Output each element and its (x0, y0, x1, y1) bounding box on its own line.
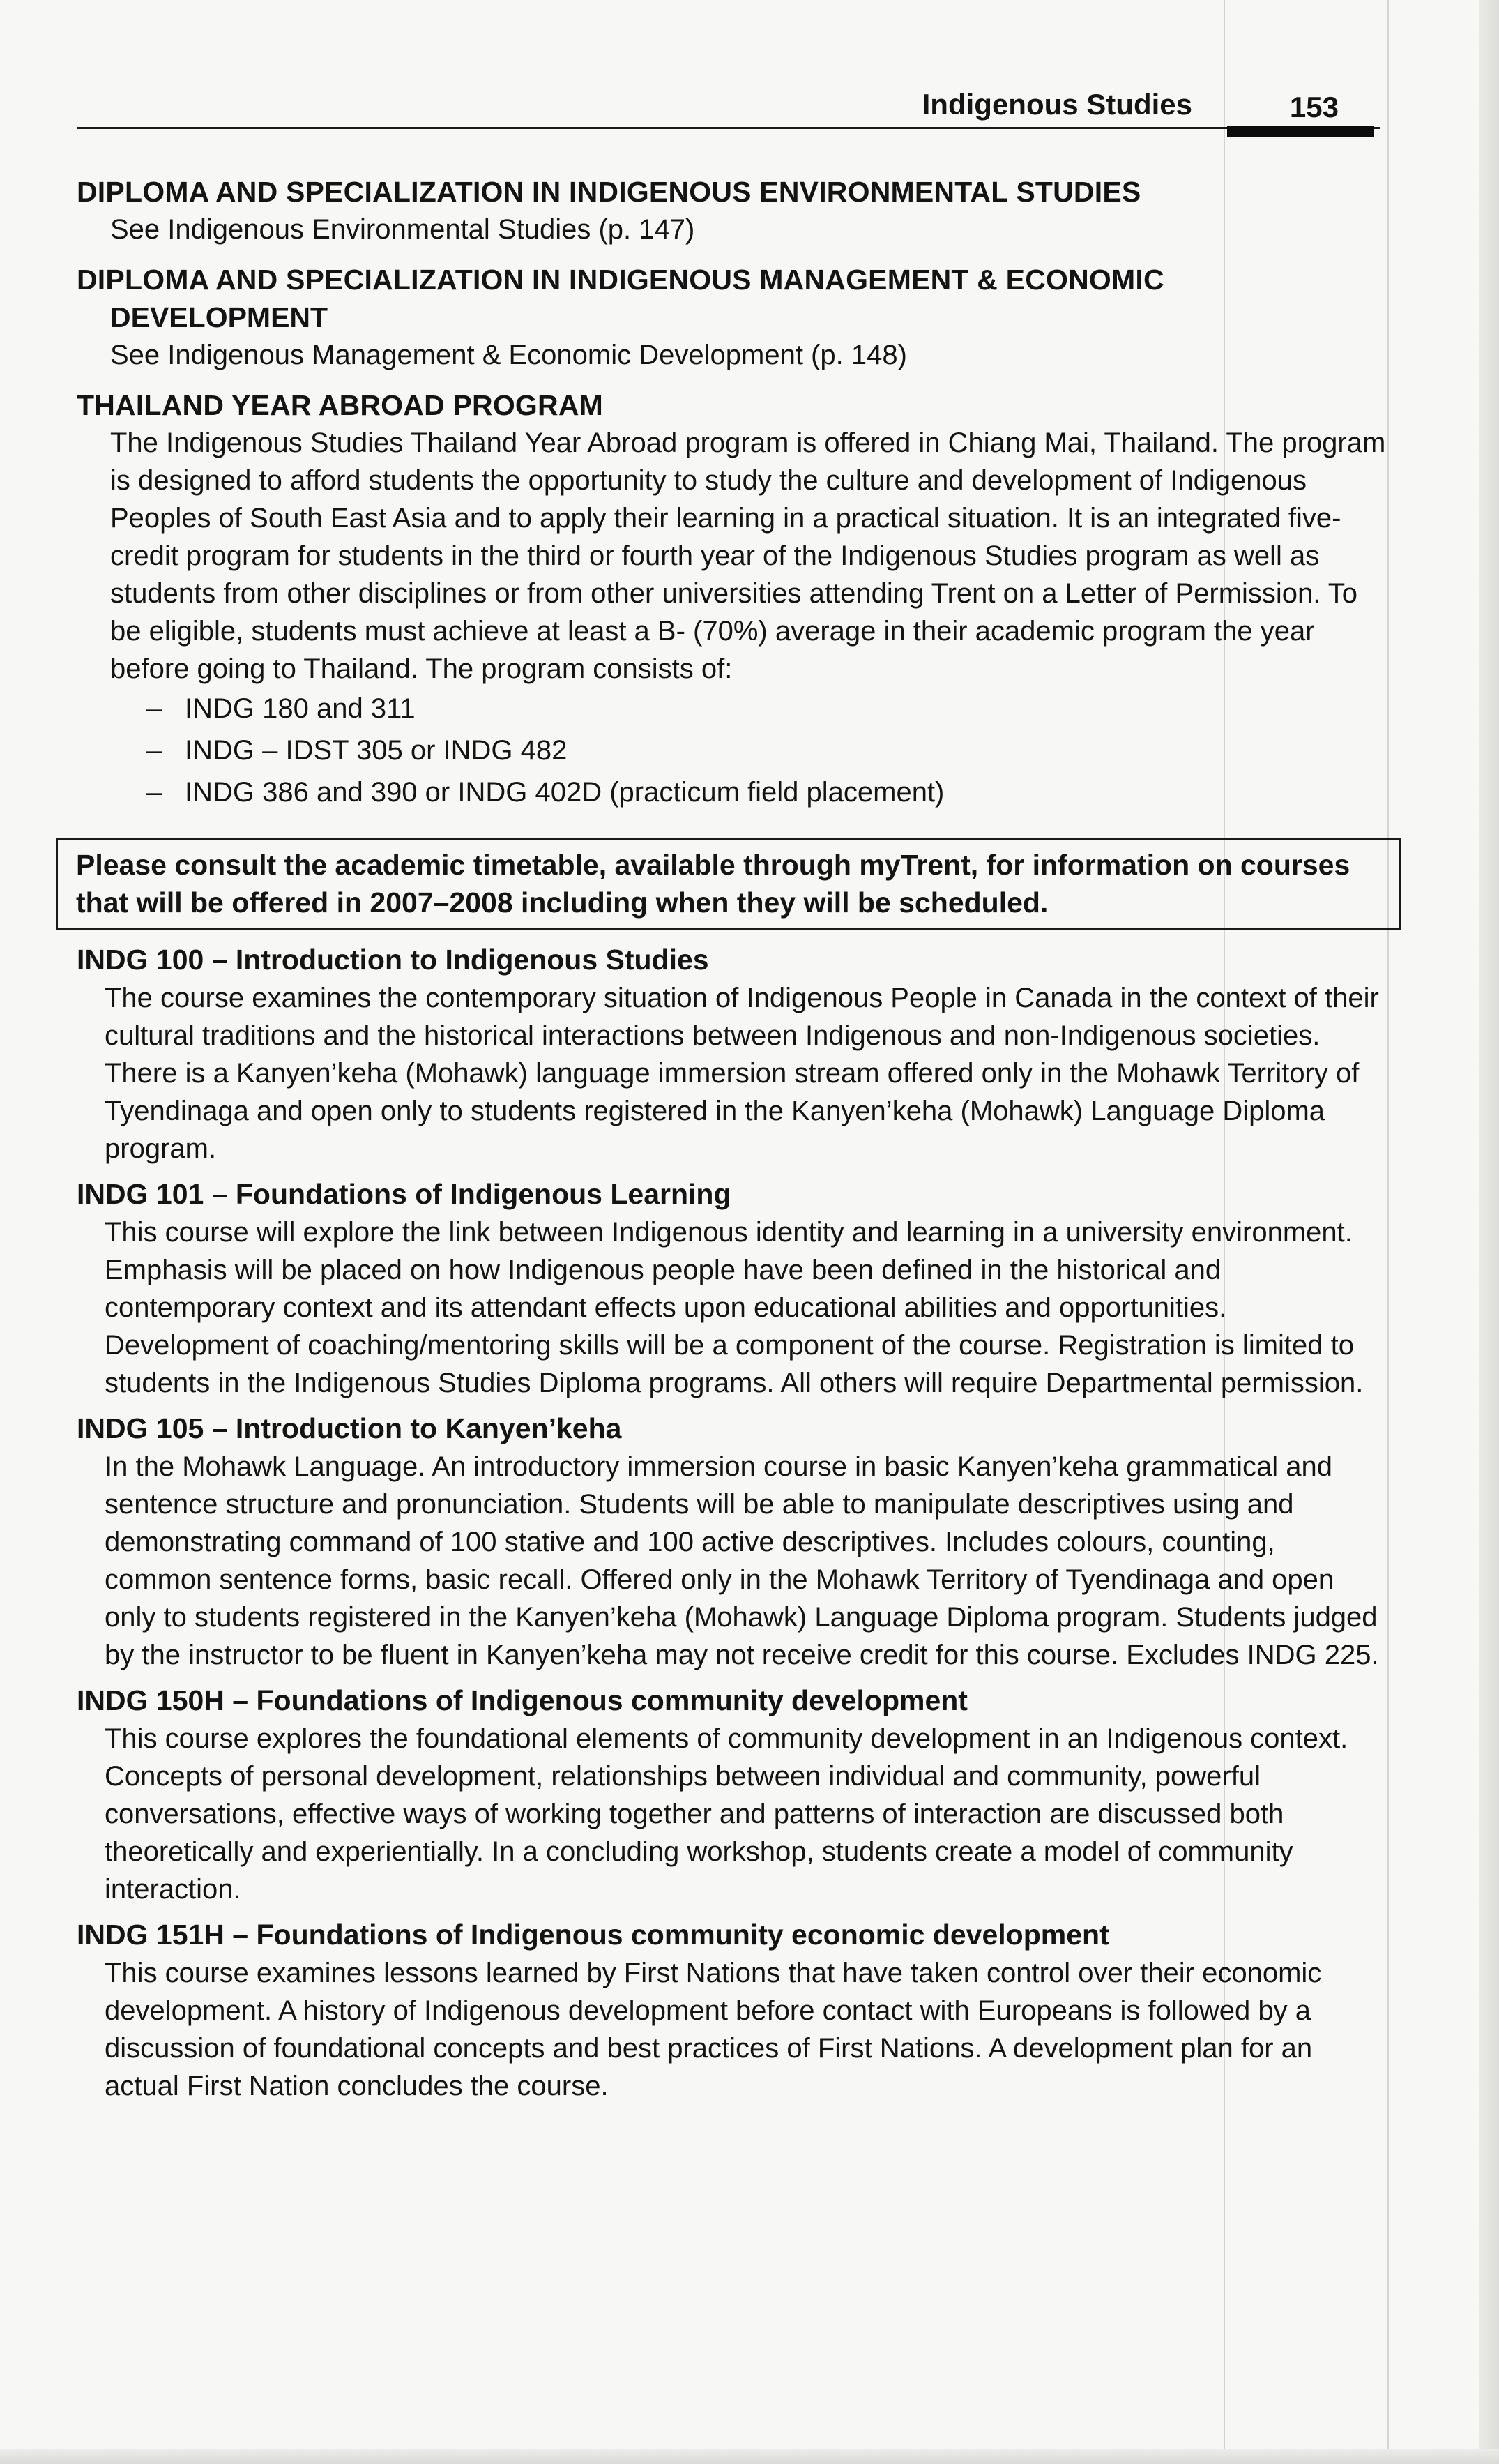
program-course-list (77, 688, 1387, 813)
course-title: INDG 151H – Foundations of Indigenous community economic development (77, 1919, 1109, 1951)
course-description: This course will explore the link between Indigenous identity and learning in a university environment. Emphasis will be placed on how Indigenous people have been defined in the historical and contemporary context and its attendant effects upon educational abilities and opportunities. Development of coaching/mentoring skills will be a component of the course. Registration is limited to students in the Indigenous Studies Diploma programs. All others will require Departmental permission. (105, 1217, 1364, 1398)
list-item (146, 688, 1387, 730)
course-description: This course examines lessons learned by First Nations that have taken control over their economic development. A history of Indigenous development before contact with Europeans is followed by a discussion of foundational concepts and best practices of First Nations. A development plan for an actual First Nation concludes the course. (105, 1958, 1322, 2101)
section-heading: DIPLOMA AND SPECIALIZATION IN INDIGENOUS MANAGEMENT & ECONOMIC (77, 264, 1164, 296)
section-heading-continued: DEVELOPMENT (110, 301, 328, 333)
course-description: The course examines the contemporary situation of Indigenous People in Canada in the context of their cultural traditions and the historical interactions between Indigenous and non-Indigenous societies. There is a Kanyen’keha (Mohawk) language immersion stream offered only in the Mohawk Territory of Tyendinaga and open only to students registered in the Kanyen’keha (Mohawk) Language Diploma program. (105, 983, 1379, 1164)
course-title: INDG 100 – Introduction to Indigenous Studies (77, 944, 709, 976)
list-item-text: INDG 386 and 390 or INDG 402D (practicum field placement) (185, 777, 945, 808)
list-item (146, 730, 1387, 771)
course-description: This course explores the foundational elements of community development in an Indigenous context. Concepts of personal development, relationships between individual and community, powerful conversations, effective ways of working together and patterns of interaction are discussed both theoretically and experientially. In a concluding workshop, students create a model of community interaction. (105, 1723, 1348, 1905)
section-body: The Indigenous Studies Thailand Year Abroad program is offered in Chiang Mai, Thailand. The program is designed to afford students the opportunity to study the culture and development of Indigenous Peoples of South East Asia and to apply their learning in a practical situation. It is an integrated five-credit program for students in the third or fourth year of the Indigenous Studies program as well as students from other disciplines or from other universities attending Trent on a Letter of Permission. To be eligible, students must achieve at least a B- (70%) average in their academic program the year before going to Thailand. The program consists of: (110, 428, 1386, 684)
section-body: See Indigenous Management & Economic Development (p. 148) (110, 340, 907, 370)
section-environmental-studies (77, 173, 1387, 248)
course-entry (77, 1681, 1387, 1908)
course-title: INDG 105 – Introduction to Kanyen’keha (77, 1412, 622, 1444)
timetable-notice-box: Please consult the academic timetable, available through myTrent, for information on courses that will be offered in 2007–2008 including when they will be scheduled. (56, 838, 1401, 930)
section-body: See Indigenous Environmental Studies (p. 147) (110, 214, 695, 245)
running-header-title: Indigenous Studies (922, 88, 1192, 121)
course-entry (77, 940, 1387, 1167)
header-tab-marker (1227, 126, 1374, 137)
course-description: In the Mohawk Language. An introductory immersion course in basic Kanyen’keha grammatical and sentence structure and pronunciation. Students will be able to manipulate descriptives using and demonstrating command of 100 stative and 100 active descriptives. Includes colours, counting, common sentence forms, basic recall. Offered only in the Mohawk Territory of Tyendinaga and open only to students registered in the Kanyen’keha (Mohawk) Language Diploma program. Students judged by the instructor to be fluent in Kanyen’keha may not receive credit for this course. Excludes INDG 225. (105, 1451, 1379, 1670)
page-content (77, 173, 1387, 2105)
page-number: 153 (1289, 91, 1339, 123)
section-thailand-program (77, 386, 1387, 813)
page-edge-shadow (0, 2449, 1499, 2464)
course-entry (77, 1915, 1387, 2105)
course-title: INDG 101 – Foundations of Indigenous Learning (77, 1178, 731, 1210)
list-item-text: INDG 180 and 311 (185, 693, 416, 724)
section-heading: THAILAND YEAR ABROAD PROGRAM (77, 389, 603, 421)
dash-marker: – (146, 777, 162, 808)
dash-marker: – (146, 735, 162, 766)
section-management-economic (77, 261, 1387, 374)
header-rule (77, 127, 1380, 129)
course-entry (77, 1174, 1387, 1402)
bleed-through-line (1387, 0, 1389, 2464)
course-entry (77, 1409, 1387, 1674)
section-heading: DIPLOMA AND SPECIALIZATION IN INDIGENOUS ENVIRONMENTAL STUDIES (77, 176, 1141, 208)
page-edge-shadow (1479, 0, 1499, 2464)
dash-marker: – (146, 693, 162, 724)
course-title: INDG 150H – Foundations of Indigenous community development (77, 1684, 968, 1716)
list-item (146, 771, 1387, 813)
running-header (77, 82, 1380, 138)
list-item-text: INDG – IDST 305 or INDG 482 (185, 735, 568, 766)
